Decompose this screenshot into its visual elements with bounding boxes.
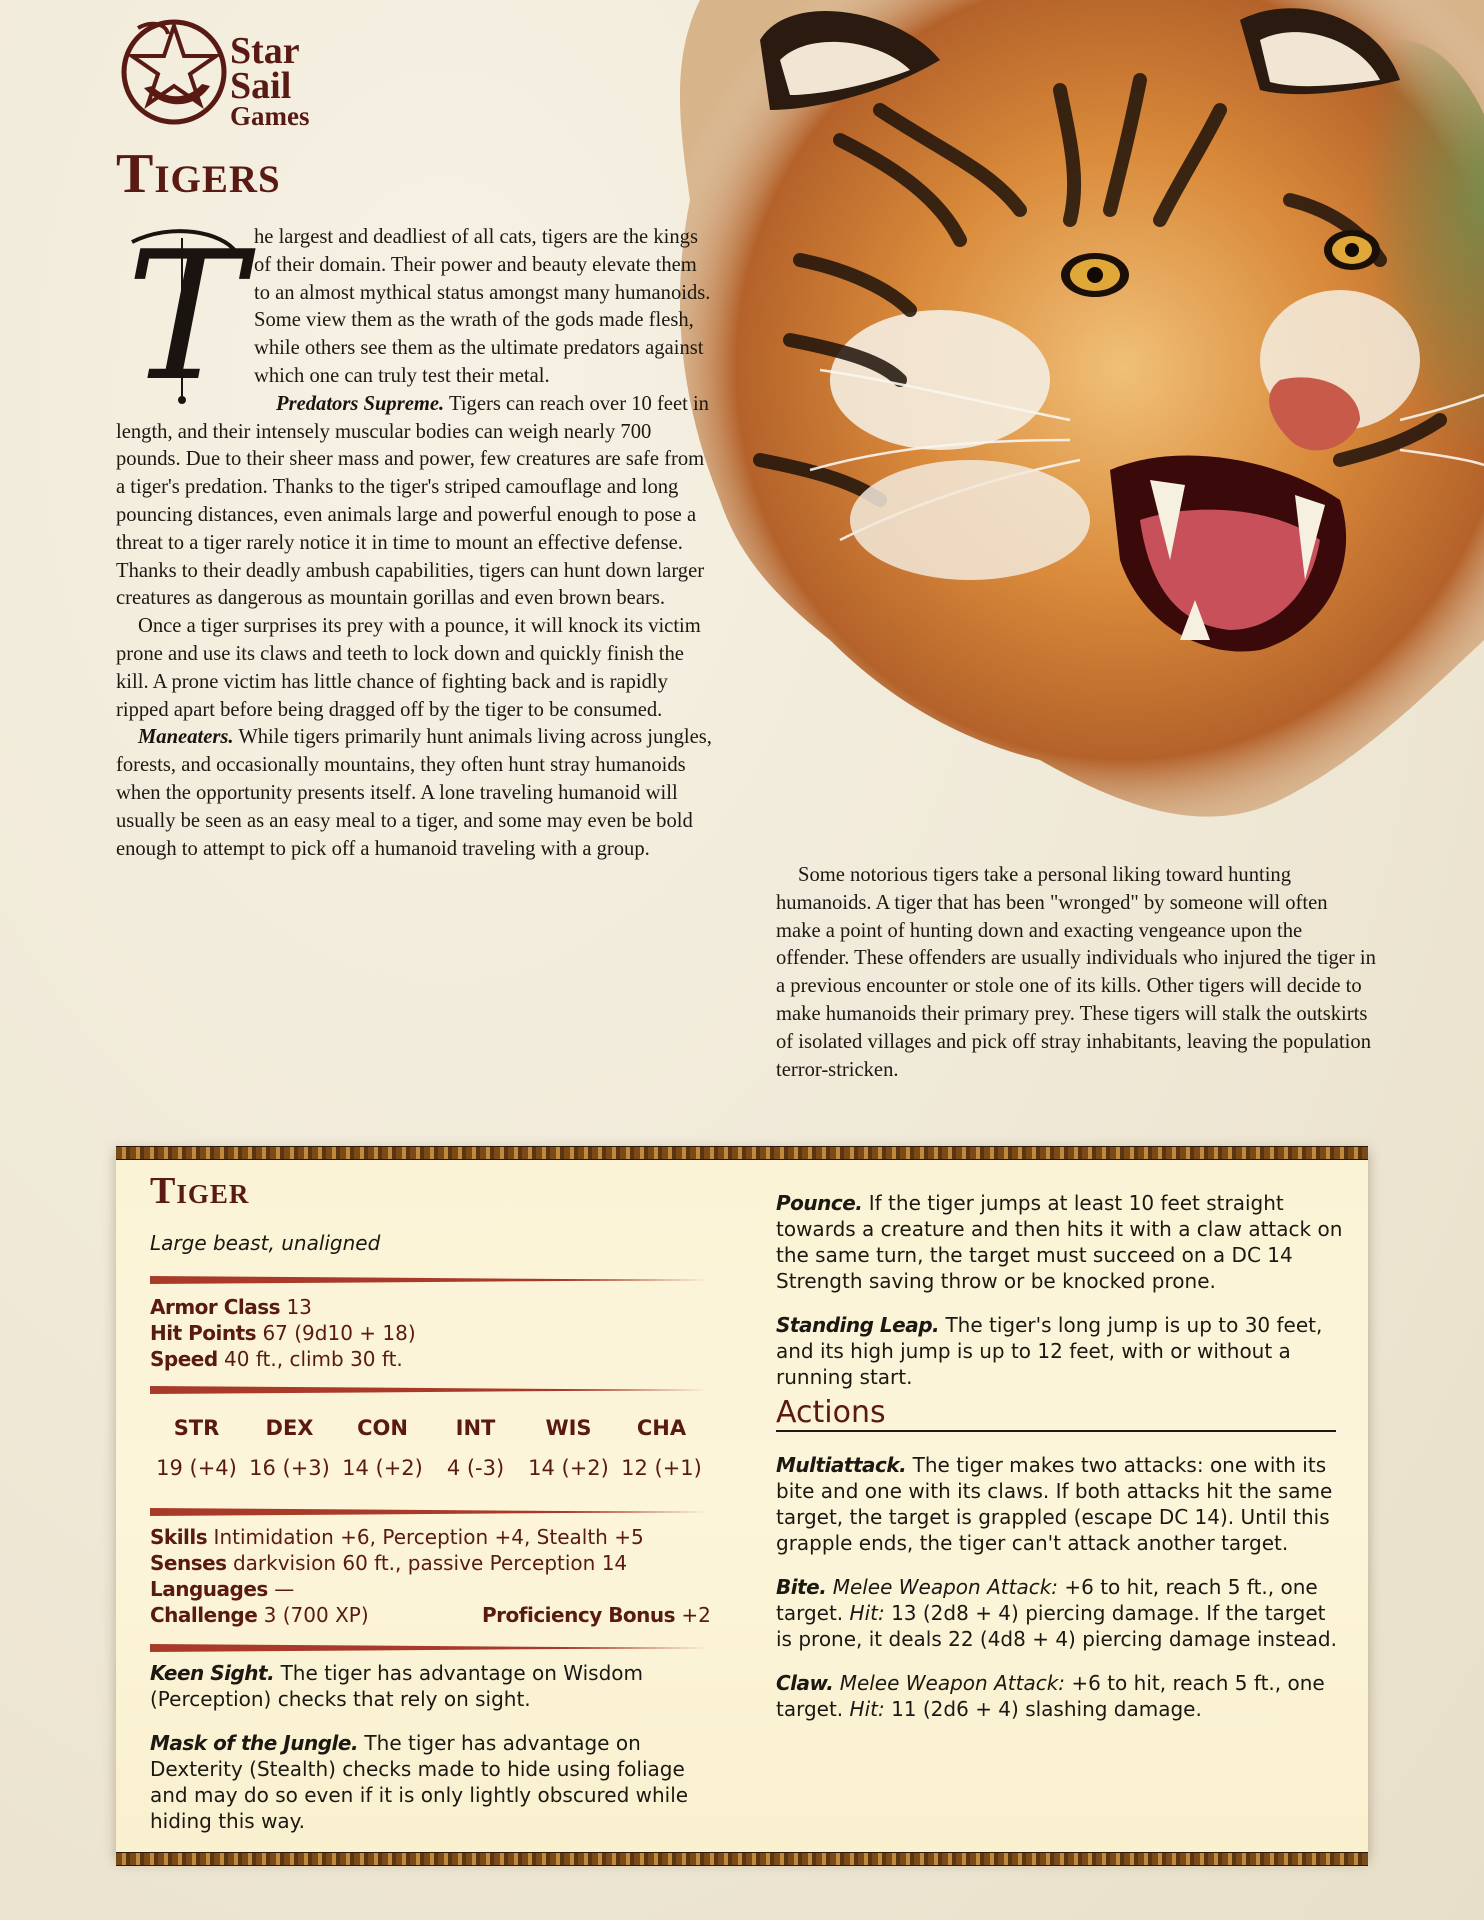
section-lead: Predators Supreme. [276,392,445,415]
divider [150,1386,708,1394]
ability-value-cha: 12 (+1) [621,1456,702,1480]
intro-paragraph-text: he largest and deadliest of all cats, tigers are the kings of their domain. Their power and beauty elevate them to an almost mythical status amongst many humanoids. Some view them as the wrath of the gods made flesh, while others see them as the ultimate predators against which one can truly test their metal. [254,226,711,387]
ability-value-wis: 14 (+2) [528,1456,609,1480]
ability-headers [150,1415,708,1441]
trait-pounce: Pounce. If the tiger jumps at least 10 feet straight towards a creature and then hits it with a claw attack on the same turn, the target must succeed on a DC 14 Strength saving throw or be knocked prone. [776,1191,1343,1293]
tiger-illustration [640,0,1484,860]
hit-points-line: Hit Points 67 (9d10 + 18) [150,1321,416,1345]
ability-value-int: 4 (-3) [446,1456,505,1480]
section-predators-supreme: Predators Supreme. Tigers can reach over 10 feet in length, and their intensely muscular bodies can weigh nearly 700 pounds. Due to their sheer mass and power, few creatures are safe from a tiger's predation. Thanks to the tiger's striped camouflage and long pouncing distances, even animals large and powerful enough to pose a threat to a tiger rarely notice it in time to mount an effective defense. Thanks to their deadly ambush capabilities, tigers can hunt down larger creatures as dangerous as mountain gorillas and even brown bears. [116,392,709,610]
actions-heading: Actions [776,1400,1336,1432]
divider [150,1276,708,1284]
action-multiattack: Multiattack. The tiger makes two attacks: one with its bite and one with its claws. If both attacks hit the same target, the target is grappled (escape DC 14). Until this grapple ends, the tiger can't attack another target. [776,1453,1333,1555]
ability-header-int: INT [455,1416,496,1440]
star-ship-logo-icon [118,14,230,126]
ability-header-str: STR [173,1416,220,1440]
armor-class-line: Armor Class 13 [150,1295,312,1319]
ability-header-con: CON [357,1416,408,1440]
logo-word-games: Games [230,100,310,131]
languages-line: Languages — [150,1577,295,1601]
section-maneaters: Maneaters. While tigers primarily hunt animals living across jungles, forests, and occasionally mountains, they often hunt stray humanoids when the opportunity presents itself. A lone traveling humanoid will usually be seen as an easy meal to a tiger, and some may even be bold enough to attempt to pick off a humanoid traveling with a group. [116,726,712,860]
trait-standing-leap: Standing Leap. The tiger's long jump is up to 30 feet, and its high jump is up to 12 feet, with or without a running start. [776,1313,1323,1389]
ability-header-wis: WIS [545,1416,592,1440]
challenge-line: Challenge 3 (700 XP) [150,1603,369,1627]
ability-value-con: 14 (+2) [342,1456,423,1480]
ability-value-dex: 16 (+3) [249,1456,330,1480]
intro-left-column [116,213,716,863]
trait-keen-sight: Keen Sight. The tiger has advantage on Wisdom (Perception) checks that rely on sight. [150,1661,643,1711]
stat-block-top-border [116,1146,1368,1160]
section-lead: Maneaters. [138,726,234,749]
ability-values [150,1455,708,1481]
creature-type: Large beast, unaligned [150,1231,381,1255]
creature-name: Tiger [150,1170,250,1212]
action-bite: Bite. Melee Weapon Attack: +6 to hit, reach 5 ft., one target. Hit: 13 (2d8 + 4) piercing damage. If the target is prone, it deals 22 (4d8 + 4) piercing damage instead. [776,1575,1337,1651]
trait-mask-of-the-jungle: Mask of the Jungle. The tiger has advantage on Dexterity (Stealth) checks made to hide using foliage and may do so even if it is only lightly obscured while hiding this way. [150,1731,689,1833]
logo-word-star: Star [230,30,300,72]
publisher-logo [118,14,348,134]
drop-cap: T [112,222,244,408]
logo-word-sail: Sail [230,64,292,107]
page-title: Tigers [116,143,281,205]
divider [150,1508,708,1516]
skills-line: Skills Intimidation +6, Perception +4, Stealth +5 [150,1525,644,1549]
action-claw: Claw. Melee Weapon Attack: +6 to hit, reach 5 ft., one target. Hit: 11 (2d6 + 4) slashing damage. [776,1671,1325,1721]
intro-right-column [776,862,1376,1084]
speed-line: Speed 40 ft., climb 30 ft. [150,1347,403,1371]
ability-value-str: 19 (+4) [156,1456,237,1480]
notorious-tigers-paragraph: Some notorious tigers take a personal liking toward hunting humanoids. A tiger that has been "wronged" by someone will often make a point of hunting down and exacting vengeance upon the offender. These offenders are usually individuals who injured the tiger in a previous encounter or stole one of its kills. Other tigers will decide to make humanoids their primary prey. These tigers will stalk the outskirts of isolated villages and pick off stray inhabitants, leaving the population terror-stricken. [776,864,1376,1081]
ability-scores-table [150,1415,708,1481]
section-predators-paragraph-2: Once a tiger surprises its prey with a pounce, it will knock its victim prone and use its claws and teeth to lock down and quickly finish the kill. A prone victim has little chance of fighting back and is rapidly ripped apart before being dragged off by the tiger to be consumed. [116,615,701,721]
stat-block [116,1150,1368,1862]
stat-block-bottom-border [116,1852,1368,1866]
divider [150,1644,708,1652]
ability-header-dex: DEX [265,1416,314,1440]
ability-header-cha: CHA [636,1416,687,1440]
senses-line: Senses darkvision 60 ft., passive Perception 14 [150,1551,628,1575]
proficiency-line: Proficiency Bonus +2 [482,1603,711,1627]
